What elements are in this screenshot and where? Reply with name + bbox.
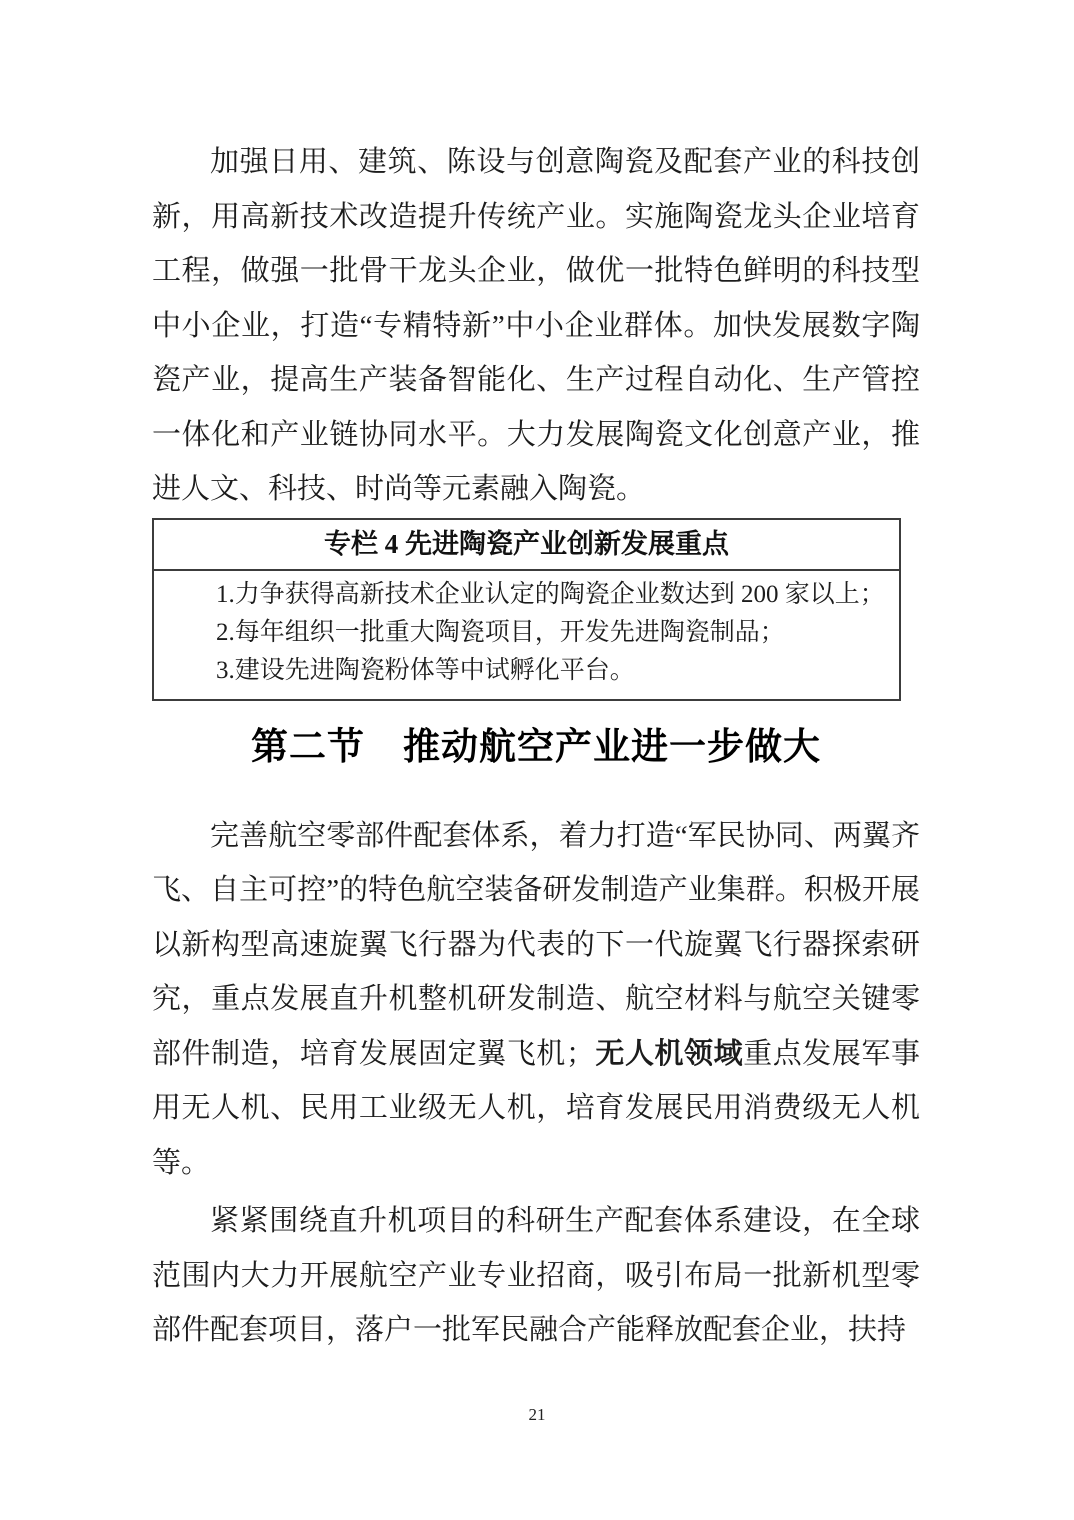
paragraph-ceramics: 加强日用、建筑、陈设与创意陶瓷及配套产业的科技创新，用高新技术改造提升传统产业。实施陶瓷龙头企业培育工程，做强一批骨干龙头企业，做优一批特色鲜明的科技型中小企业，打造“专精特新”中小企业群体。加快发展数字陶瓷产业，提高生产装备智能化、生产过程自动化、生产管控一体化和产业链协同水平。大力发展陶瓷文化创意产业，推进人文、科技、时尚等元素融入陶瓷。 <box>152 146 920 505</box>
paragraph-text: 重点发展军事用无人机、民用工业级无人机，培育发展民用消费级无人机等。 <box>152 1037 920 1179</box>
paragraph-aviation <box>152 809 920 1191</box>
section-heading: 第二节 推动航空产业进一步做大 <box>251 725 821 767</box>
box-item-2: 2.每年组织一批重大陶瓷项目，开发先进陶瓷制品； <box>216 618 785 646</box>
document-page-content <box>152 0 920 1358</box>
paragraph-text: 完善航空零部件配套体系，着力打造“军民协同、两翼齐飞、自主可控”的特色航空装备研发制造产业集群。积极开展以新构型高速旋翼飞行器为代表的下一代旋翼飞行器探索研究，重点发展直升机整机研发制造、航空材料与航空关键零部件制造，培育发展固定翼飞机； <box>152 819 920 1070</box>
paragraph-bold-text: 无人机领域 <box>594 1037 744 1070</box>
box-item-3: 3.建设先进陶瓷粉体等中试孵化平台。 <box>216 656 635 684</box>
page-number: 21 <box>528 1405 546 1424</box>
paragraph-helicopter: 紧紧围绕直升机项目的科研生产配套体系建设，在全球范围内大力开展航空产业专业招商，吸引布局一批新机型零部件配套项目，落户一批军民融合产能释放配套企业，扶持 <box>152 1205 920 1346</box>
special-column-box <box>152 518 901 701</box>
box-item-1: 1.力争获得高新技术企业认定的陶瓷企业数达到 200 家以上； <box>216 580 885 608</box>
box-body <box>154 571 899 699</box>
box-title: 专栏 4 先进陶瓷产业创新发展重点 <box>154 520 899 571</box>
